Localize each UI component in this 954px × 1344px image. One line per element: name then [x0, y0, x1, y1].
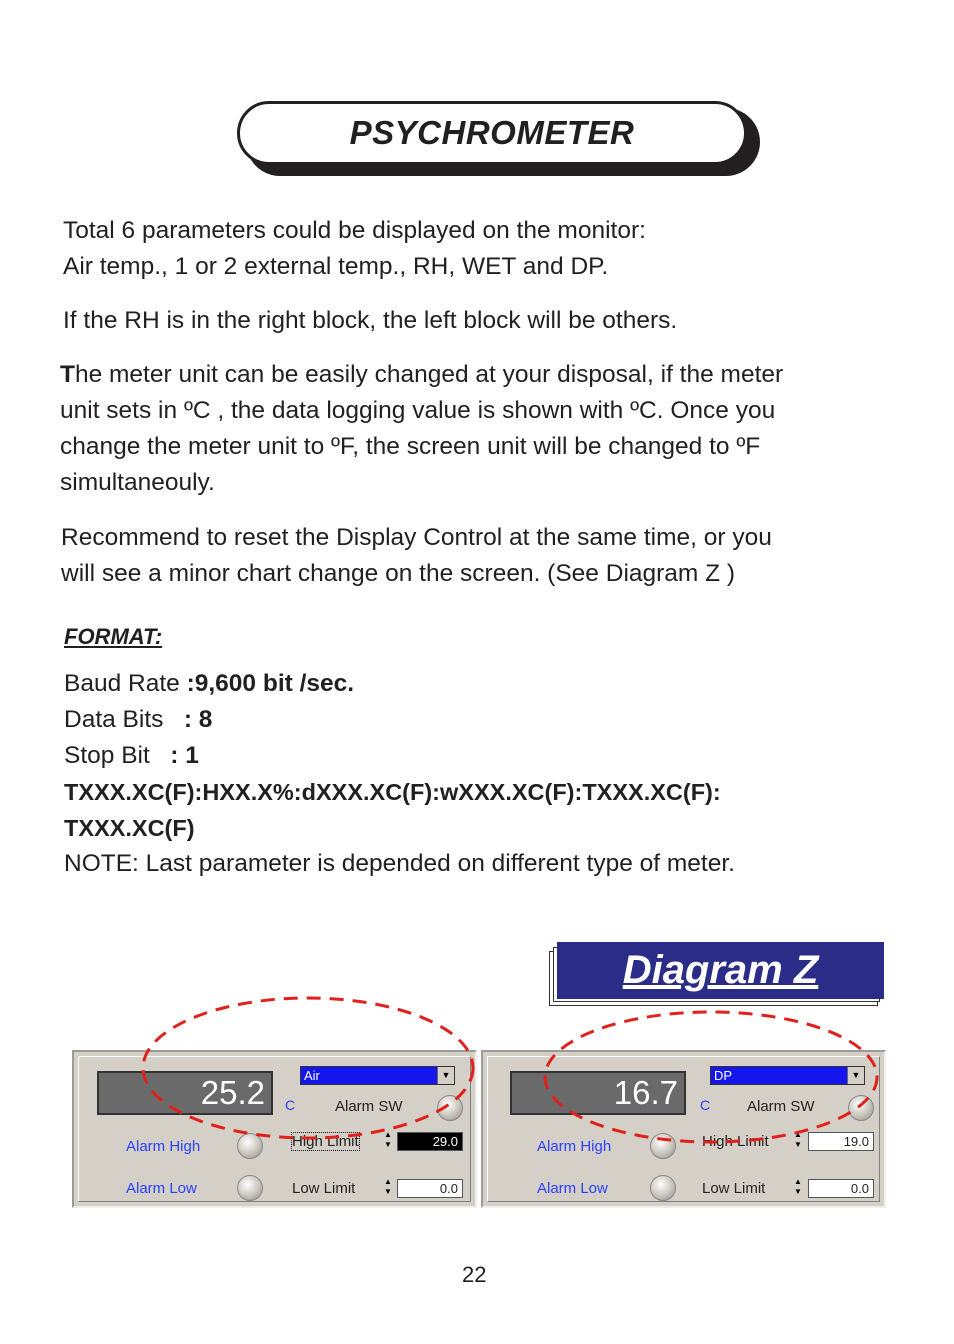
recommend-line-1: Recommend to reset the Display Control at the same time, or you	[61, 524, 772, 551]
page-number: 22	[462, 1262, 487, 1287]
note-line: NOTE: Last parameter is depended on different type of meter.	[64, 850, 735, 877]
high-limit-label: High Limit	[292, 1133, 359, 1150]
diagram-label-text: Diagram Z	[622, 948, 819, 992]
unit-para-line-4: simultaneouly.	[60, 469, 215, 496]
alarm-sw-label: Alarm SW	[747, 1098, 815, 1115]
unit-para-line-3: change the meter unit to ºF, the screen unit will be changed to ºF	[60, 433, 761, 460]
highlight-ellipse-left	[143, 998, 473, 1138]
high-limit-label: High Limit	[702, 1133, 769, 1150]
format-string-line-1: TXXX.XC(F):HXX.X%:dXXX.XC(F):wXXX.XC(F):TXXX.XC(F):	[64, 779, 721, 805]
high-limit-input[interactable]: 19.0	[808, 1132, 874, 1151]
page-title: PSYCHROMETER	[349, 114, 635, 151]
chevron-down-icon[interactable]: ▼	[847, 1067, 864, 1084]
intro-line-1: Total 6 parameters could be displayed on the monitor:	[63, 217, 646, 244]
chevron-down-icon[interactable]: ▼	[437, 1067, 454, 1084]
alarm-high-label: Alarm High	[537, 1138, 612, 1155]
parameter-select-value: DP	[714, 1068, 733, 1083]
unit-label: C	[700, 1097, 711, 1113]
low-limit-spinner[interactable]: ▲ ▼	[794, 1177, 802, 1196]
low-limit-label: Low Limit	[702, 1180, 766, 1197]
intro-line-3: If the RH is in the right block, the left block will be others.	[63, 307, 678, 334]
alarm-high-label: Alarm High	[126, 1138, 201, 1155]
baud-rate-line: Baud Rate :9,600 bit /sec.	[64, 670, 355, 697]
parameter-select-value: Air	[304, 1068, 320, 1083]
intro-line-2: Air temp., 1 or 2 external temp., RH, WET and DP.	[63, 253, 609, 280]
high-limit-input[interactable]: 29.0	[397, 1132, 463, 1151]
unit-para-line-2: unit sets in ºC , the data logging value is shown with ºC. Once you	[60, 397, 776, 424]
unit-label: C	[285, 1097, 296, 1113]
format-string-line-2: TXXX.XC(F)	[64, 815, 195, 841]
highlight-ellipse-right	[545, 1012, 877, 1142]
high-limit-spinner[interactable]: ▲ ▼	[384, 1130, 392, 1149]
high-limit-spinner[interactable]: ▲ ▼	[794, 1130, 802, 1149]
stop-bit-line: Stop Bit : 1	[64, 742, 199, 769]
low-limit-spinner[interactable]: ▲ ▼	[384, 1177, 392, 1196]
reading-display: 25.2	[97, 1071, 273, 1115]
unit-para-line-1: The meter unit can be easily changed at your disposal, if the meter	[60, 361, 784, 388]
recommend-line-2: will see a minor chart change on the screen. (See Diagram Z )	[61, 560, 736, 587]
alarm-sw-label: Alarm SW	[335, 1098, 403, 1115]
low-limit-label: Low Limit	[292, 1180, 356, 1197]
low-limit-input[interactable]: 0.0	[808, 1179, 874, 1198]
reading-display: 16.7	[510, 1071, 686, 1115]
data-bits-line: Data Bits : 8	[64, 706, 213, 733]
format-heading: FORMAT:	[64, 624, 163, 649]
alarm-low-label: Alarm Low	[537, 1180, 608, 1197]
low-limit-input[interactable]: 0.0	[397, 1179, 463, 1198]
alarm-low-label: Alarm Low	[126, 1180, 197, 1197]
